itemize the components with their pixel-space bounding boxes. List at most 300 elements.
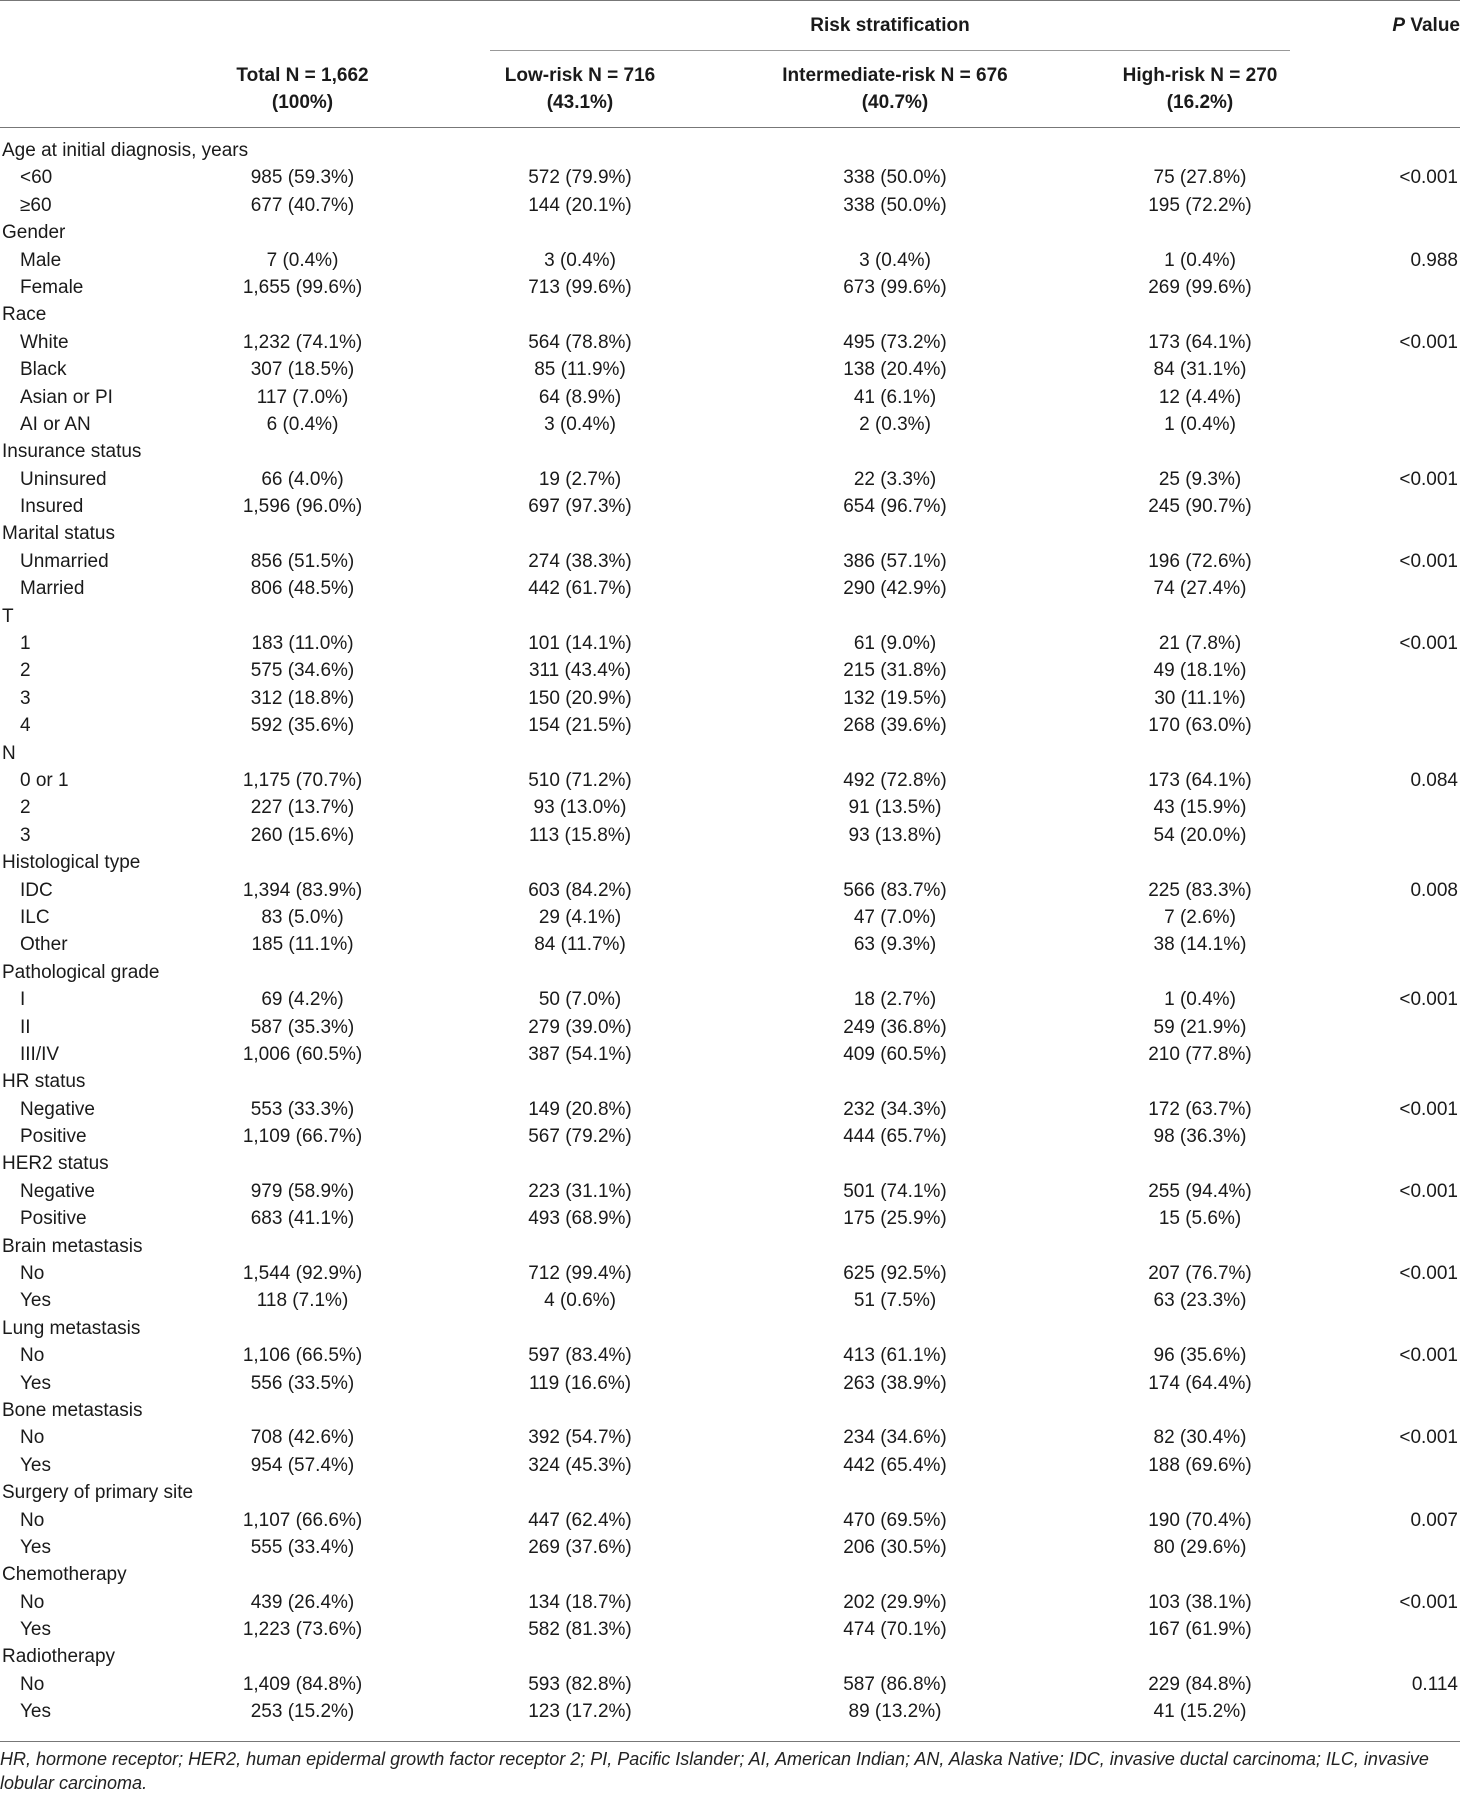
total-cell: 553 (33.3%)	[250, 1098, 355, 1120]
table-row	[0, 794, 1460, 821]
row-label: 2	[20, 797, 31, 819]
total-cell: 985 (59.3%)	[250, 167, 355, 189]
group-header-row	[0, 1561, 1460, 1588]
row-label: Histological type	[2, 852, 141, 874]
group-header-row	[0, 740, 1460, 767]
low-risk-cell: 3 (0.4%)	[544, 249, 616, 271]
low-risk-cell: 510 (71.2%)	[528, 769, 632, 791]
intermediate-risk-cell: 386 (57.1%)	[843, 550, 947, 572]
total-cell: 7 (0.4%)	[266, 249, 339, 271]
group-header-row	[0, 137, 1460, 164]
group-header-row	[0, 959, 1460, 986]
intermediate-risk-cell: 495 (73.2%)	[843, 331, 947, 353]
total-cell: 183 (11.0%)	[251, 633, 354, 655]
high-risk-cell: 15 (5.6%)	[1158, 1208, 1242, 1230]
row-label: ≥60	[20, 194, 52, 216]
row-label: Bone metastasis	[2, 1399, 143, 1421]
row-label: Negative	[20, 1098, 95, 1120]
high-risk-cell: 103 (38.1%)	[1148, 1591, 1252, 1613]
row-label: T	[2, 605, 14, 627]
high-risk-cell: 80 (29.6%)	[1153, 1536, 1247, 1558]
table-row	[0, 1589, 1460, 1616]
table-row	[0, 712, 1460, 739]
row-label: HR status	[2, 1071, 86, 1093]
row-label: Yes	[20, 1536, 51, 1558]
high-risk-cell: 30 (11.1%)	[1154, 687, 1246, 709]
group-header-row	[0, 219, 1460, 246]
row-label: Pathological grade	[2, 961, 160, 983]
row-label: Unmarried	[20, 550, 109, 572]
total-cell: 1,409 (84.8%)	[242, 1673, 363, 1695]
high-risk-cell: 1 (0.4%)	[1164, 413, 1236, 435]
intermediate-risk-cell: 22 (3.3%)	[853, 468, 937, 490]
table-row	[0, 329, 1460, 356]
row-label: No	[20, 1673, 45, 1695]
low-risk-cell: 387 (54.1%)	[528, 1043, 632, 1065]
group-header-row	[0, 1643, 1460, 1670]
intermediate-risk-cell: 444 (65.7%)	[843, 1126, 947, 1148]
row-label: No	[20, 1509, 45, 1531]
group-header-row	[0, 1315, 1460, 1342]
intermediate-risk-cell: 338 (50.0%)	[843, 194, 947, 216]
low-risk-cell: 582 (81.3%)	[528, 1619, 632, 1641]
low-risk-cell: 697 (97.3%)	[528, 496, 632, 518]
p-value-cell: <0.001	[1399, 1591, 1458, 1613]
intermediate-risk-cell: 501 (74.1%)	[843, 1180, 947, 1202]
low-risk-cell: 19 (2.7%)	[538, 468, 622, 490]
group-header-row	[0, 1479, 1460, 1506]
p-value-header	[1360, 12, 1460, 39]
p-italic: P	[1392, 15, 1406, 36]
total-cell: 856 (51.5%)	[250, 550, 355, 572]
table-row	[0, 1616, 1460, 1643]
total-cell: 708 (42.6%)	[250, 1427, 355, 1449]
low-risk-cell: 324 (45.3%)	[528, 1454, 632, 1476]
total-header-line1: Total N = 1,662	[236, 65, 369, 86]
high-risk-cell: 84 (31.1%)	[1153, 359, 1247, 381]
table-row	[0, 630, 1460, 657]
table-row	[0, 986, 1460, 1013]
high-header-line2: (16.2%)	[1166, 92, 1234, 113]
intermediate-risk-cell: 138 (20.4%)	[843, 359, 947, 381]
high-risk-cell: 59 (21.9%)	[1153, 1016, 1247, 1038]
table-row	[0, 411, 1460, 438]
p-value-cell: <0.001	[1399, 1427, 1458, 1449]
row-label: White	[20, 331, 69, 353]
intermediate-risk-cell: 290 (42.9%)	[843, 578, 947, 600]
intermediate-risk-cell: 413 (61.1%)	[843, 1345, 947, 1367]
row-label: 3	[20, 687, 31, 709]
intermediate-risk-cell: 492 (72.8%)	[843, 769, 947, 791]
row-label: Age at initial diagnosis, years	[2, 140, 249, 161]
row-label: Married	[20, 578, 85, 600]
p-value-cell: <0.001	[1399, 1345, 1458, 1367]
low-risk-cell: 150 (20.9%)	[528, 687, 632, 709]
p-value-cell: 0.007	[1410, 1509, 1458, 1531]
row-label: Yes	[20, 1372, 51, 1394]
table-row	[0, 466, 1460, 493]
row-label: Radiotherapy	[2, 1646, 116, 1668]
table-row	[0, 1041, 1460, 1068]
low-risk-cell: 311 (43.4%)	[528, 660, 632, 682]
total-cell: 575 (34.6%)	[250, 660, 355, 682]
total-cell: 954 (57.4%)	[250, 1454, 355, 1476]
table-top-rule	[0, 0, 1460, 1]
total-cell: 1,544 (92.9%)	[242, 1263, 363, 1285]
row-label: Negative	[20, 1180, 95, 1202]
total-cell: 592 (35.6%)	[250, 715, 355, 737]
low-risk-cell: 134 (18.7%)	[528, 1591, 632, 1613]
row-label: Positive	[20, 1126, 87, 1148]
high-risk-cell: 1 (0.4%)	[1164, 249, 1236, 271]
total-cell: 118 (7.1%)	[256, 1290, 349, 1312]
total-cell: 1,655 (99.6%)	[242, 276, 363, 298]
intermediate-risk-cell: 91 (13.5%)	[848, 797, 942, 819]
intermediate-risk-cell: 89 (13.2%)	[848, 1701, 942, 1723]
p-value-cell: <0.001	[1399, 989, 1458, 1011]
low-risk-cell: 4 (0.6%)	[544, 1290, 616, 1312]
table-row	[0, 164, 1460, 191]
low-risk-cell: 85 (11.9%)	[534, 359, 626, 381]
group-header-row	[0, 1150, 1460, 1177]
intermediate-risk-cell: 442 (65.4%)	[843, 1454, 947, 1476]
low-risk-cell: 567 (79.2%)	[528, 1126, 632, 1148]
total-cell: 227 (13.7%)	[250, 797, 355, 819]
low-risk-cell: 279 (39.0%)	[528, 1016, 632, 1038]
total-cell: 683 (41.1%)	[250, 1208, 355, 1230]
total-cell: 1,596 (96.0%)	[242, 496, 363, 518]
total-cell: 555 (33.4%)	[250, 1536, 355, 1558]
row-label: Other	[20, 934, 68, 956]
row-label: ILC	[20, 906, 50, 928]
total-cell: 1,109 (66.7%)	[242, 1126, 363, 1148]
table-row	[0, 1370, 1460, 1397]
row-label: Marital status	[2, 523, 115, 545]
intermediate-risk-cell: 2 (0.3%)	[859, 413, 931, 435]
table-row	[0, 1096, 1460, 1123]
group-header-row	[0, 849, 1460, 876]
table-row	[0, 657, 1460, 684]
high-risk-cell: 43 (15.9%)	[1153, 797, 1247, 819]
low-risk-cell: 223 (31.1%)	[528, 1180, 632, 1202]
high-risk-cell: 255 (94.4%)	[1148, 1180, 1252, 1202]
high-risk-cell: 245 (90.7%)	[1148, 496, 1252, 518]
high-risk-cell: 207 (76.7%)	[1148, 1263, 1252, 1285]
group-header-row	[0, 1068, 1460, 1095]
row-label: Insurance status	[2, 441, 142, 463]
total-cell: 185 (11.1%)	[251, 934, 354, 956]
group-header-row	[0, 1397, 1460, 1424]
total-cell: 1,106 (66.5%)	[242, 1345, 363, 1367]
high-risk-cell: 188 (69.6%)	[1148, 1454, 1252, 1476]
low-risk-cell: 274 (38.3%)	[528, 550, 632, 572]
low-risk-cell: 712 (99.4%)	[528, 1263, 632, 1285]
intermediate-risk-cell: 654 (96.7%)	[843, 496, 947, 518]
row-label: Positive	[20, 1208, 87, 1230]
row-label: III/IV	[20, 1043, 60, 1065]
row-label: I	[20, 989, 26, 1011]
total-cell: 307 (18.5%)	[250, 359, 355, 381]
row-label: HER2 status	[2, 1153, 109, 1175]
row-label: 4	[20, 715, 31, 737]
table-row	[0, 1123, 1460, 1150]
high-risk-cell: 7 (2.6%)	[1164, 906, 1236, 928]
table-row	[0, 1205, 1460, 1232]
high-risk-cell: 167 (61.9%)	[1148, 1619, 1252, 1641]
table-row	[0, 1342, 1460, 1369]
intermediate-risk-cell: 232 (34.3%)	[843, 1098, 947, 1120]
low-risk-column-header	[470, 62, 690, 116]
table-row	[0, 822, 1460, 849]
table-body	[0, 137, 1460, 1726]
high-risk-cell: 210 (77.8%)	[1148, 1043, 1252, 1065]
intermediate-risk-cell: 587 (86.8%)	[843, 1673, 947, 1695]
table-row	[0, 877, 1460, 904]
table-row	[0, 1452, 1460, 1479]
table-row	[0, 575, 1460, 602]
high-risk-cell: 38 (14.1%)	[1153, 934, 1247, 956]
row-label: No	[20, 1427, 45, 1449]
low-risk-cell: 29 (4.1%)	[538, 906, 622, 928]
row-label: No	[20, 1345, 45, 1367]
p-value-suffix: Value	[1405, 15, 1460, 36]
low-risk-cell: 442 (61.7%)	[528, 578, 632, 600]
total-cell: 312 (18.8%)	[250, 687, 355, 709]
intermediate-risk-cell: 93 (13.8%)	[848, 824, 942, 846]
p-value-cell: 0.084	[1410, 769, 1458, 791]
low-risk-cell: 113 (15.8%)	[528, 824, 632, 846]
intermediate-risk-cell: 132 (19.5%)	[843, 687, 947, 709]
row-label: Surgery of primary site	[2, 1482, 194, 1504]
high-risk-cell: 74 (27.4%)	[1153, 578, 1247, 600]
low-risk-cell: 493 (68.9%)	[528, 1208, 632, 1230]
table-row	[0, 767, 1460, 794]
intermediate-risk-cell: 249 (36.8%)	[843, 1016, 947, 1038]
risk-header-underline	[490, 50, 1290, 51]
low-risk-cell: 269 (37.6%)	[528, 1536, 632, 1558]
high-risk-cell: 82 (30.4%)	[1153, 1427, 1247, 1449]
row-label: 1	[20, 633, 31, 655]
group-header-row	[0, 301, 1460, 328]
row-label: Yes	[20, 1290, 51, 1312]
p-value-cell: <0.001	[1399, 167, 1458, 189]
intermediate-risk-cell: 215 (31.8%)	[843, 660, 947, 682]
high-risk-cell: 98 (36.3%)	[1153, 1126, 1247, 1148]
low-risk-cell: 119 (16.6%)	[528, 1372, 632, 1394]
group-header-row	[0, 438, 1460, 465]
high-risk-cell: 63 (23.3%)	[1153, 1290, 1247, 1312]
high-risk-cell: 196 (72.6%)	[1148, 550, 1252, 572]
row-label: 0 or 1	[20, 769, 69, 791]
total-cell: 1,006 (60.5%)	[242, 1043, 363, 1065]
table-row	[0, 1287, 1460, 1314]
row-label: Race	[2, 304, 47, 326]
table-row	[0, 1698, 1460, 1725]
total-cell: 806 (48.5%)	[250, 578, 355, 600]
intermediate-risk-cell: 474 (70.1%)	[843, 1619, 947, 1641]
table-bottom-rule	[0, 1741, 1460, 1742]
high-risk-cell: 54 (20.0%)	[1153, 824, 1247, 846]
group-header-row	[0, 603, 1460, 630]
low-risk-cell: 123 (17.2%)	[528, 1701, 632, 1723]
low-risk-cell: 713 (99.6%)	[528, 276, 632, 298]
row-label: Insured	[20, 496, 84, 518]
table-row	[0, 493, 1460, 520]
high-risk-cell: 229 (84.8%)	[1148, 1673, 1252, 1695]
table-row	[0, 931, 1460, 958]
low-risk-cell: 392 (54.7%)	[528, 1427, 632, 1449]
int-header-line1: Intermediate-risk N = 676	[782, 65, 1008, 86]
row-label: Lung metastasis	[2, 1317, 141, 1339]
intermediate-risk-cell: 566 (83.7%)	[843, 879, 947, 901]
table-row	[0, 1534, 1460, 1561]
intermediate-risk-cell: 175 (25.9%)	[843, 1208, 947, 1230]
intermediate-risk-cell: 268 (39.6%)	[843, 715, 947, 737]
low-header-line2: (43.1%)	[546, 92, 614, 113]
intermediate-risk-cell: 234 (34.6%)	[843, 1427, 947, 1449]
low-header-line1: Low-risk N = 716	[504, 65, 656, 86]
row-label: No	[20, 1591, 45, 1613]
row-label: Chemotherapy	[2, 1564, 127, 1586]
intermediate-risk-cell: 41 (6.1%)	[853, 386, 937, 408]
intermediate-risk-cell: 3 (0.4%)	[859, 249, 931, 271]
table-row	[0, 1178, 1460, 1205]
intermediate-risk-cell: 409 (60.5%)	[843, 1043, 947, 1065]
table-row	[0, 1260, 1460, 1287]
intermediate-risk-cell: 263 (38.9%)	[843, 1372, 947, 1394]
high-risk-cell: 75 (27.8%)	[1153, 167, 1247, 189]
intermediate-risk-cell: 63 (9.3%)	[853, 934, 937, 956]
intermediate-risk-column-header	[745, 62, 1045, 116]
row-label: Yes	[20, 1454, 51, 1476]
group-header-row	[0, 1233, 1460, 1260]
table-row	[0, 904, 1460, 931]
total-cell: 253 (15.2%)	[250, 1701, 355, 1723]
total-cell: 439 (26.4%)	[250, 1591, 355, 1613]
row-label: II	[20, 1016, 31, 1038]
row-label: IDC	[20, 879, 53, 901]
total-cell: 1,232 (74.1%)	[242, 331, 363, 353]
table-row	[0, 548, 1460, 575]
high-risk-column-header	[1090, 62, 1310, 116]
high-header-line1: High-risk N = 270	[1122, 65, 1278, 86]
intermediate-risk-cell: 61 (9.0%)	[853, 633, 937, 655]
row-label: Female	[20, 276, 84, 298]
low-risk-cell: 447 (62.4%)	[528, 1509, 632, 1531]
total-header-line2: (100%)	[271, 92, 334, 113]
table-row	[0, 192, 1460, 219]
intermediate-risk-cell: 470 (69.5%)	[843, 1509, 947, 1531]
low-risk-cell: 564 (78.8%)	[528, 331, 632, 353]
high-risk-cell: 96 (35.6%)	[1153, 1345, 1247, 1367]
row-label: Asian or PI	[20, 386, 113, 408]
total-cell: 83 (5.0%)	[261, 906, 344, 928]
p-value-cell: 0.114	[1411, 1673, 1458, 1695]
high-risk-cell: 25 (9.3%)	[1158, 468, 1242, 490]
header-bottom-rule	[0, 127, 1460, 128]
total-cell: 979 (58.9%)	[250, 1180, 355, 1202]
total-cell: 587 (35.3%)	[250, 1016, 355, 1038]
total-cell: 677 (40.7%)	[250, 194, 355, 216]
table-row	[0, 685, 1460, 712]
row-label: No	[20, 1263, 45, 1285]
intermediate-risk-cell: 625 (92.5%)	[843, 1263, 947, 1285]
low-risk-cell: 603 (84.2%)	[528, 879, 632, 901]
low-risk-cell: 593 (82.8%)	[528, 1673, 632, 1695]
intermediate-risk-cell: 51 (7.5%)	[853, 1290, 937, 1312]
row-label: Brain metastasis	[2, 1235, 143, 1257]
high-risk-cell: 173 (64.1%)	[1148, 331, 1252, 353]
intermediate-risk-cell: 47 (7.0%)	[853, 906, 937, 928]
high-risk-cell: 172 (63.7%)	[1148, 1098, 1252, 1120]
total-cell: 117 (7.0%)	[256, 386, 349, 408]
total-cell: 260 (15.6%)	[250, 824, 355, 846]
high-risk-cell: 225 (83.3%)	[1148, 879, 1252, 901]
low-risk-cell: 84 (11.7%)	[534, 934, 626, 956]
p-value-cell: 0.988	[1410, 249, 1458, 271]
p-value-cell: <0.001	[1399, 633, 1458, 655]
p-value-cell: <0.001	[1399, 1098, 1458, 1120]
low-risk-cell: 93 (13.0%)	[533, 797, 627, 819]
table-row	[0, 1014, 1460, 1041]
high-risk-cell: 269 (99.6%)	[1148, 276, 1252, 298]
total-cell: 1,394 (83.9%)	[242, 879, 363, 901]
p-value-cell: <0.001	[1399, 1263, 1458, 1285]
table-row	[0, 1424, 1460, 1451]
intermediate-risk-cell: 202 (29.9%)	[843, 1591, 947, 1613]
table-row	[0, 356, 1460, 383]
low-risk-cell: 154 (21.5%)	[528, 715, 632, 737]
row-label: 2	[20, 660, 31, 682]
total-cell: 1,107 (66.6%)	[242, 1509, 363, 1531]
row-label: N	[2, 742, 16, 764]
intermediate-risk-cell: 206 (30.5%)	[843, 1536, 947, 1558]
total-cell: 1,223 (73.6%)	[242, 1619, 363, 1641]
intermediate-risk-cell: 338 (50.0%)	[843, 167, 947, 189]
low-risk-cell: 149 (20.8%)	[528, 1098, 632, 1120]
table-row	[0, 1507, 1460, 1534]
row-label: <60	[20, 167, 53, 189]
p-value-cell: <0.001	[1399, 468, 1458, 490]
high-risk-cell: 195 (72.2%)	[1148, 194, 1252, 216]
group-header-row	[0, 520, 1460, 547]
low-risk-cell: 144 (20.1%)	[528, 194, 632, 216]
risk-stratification-header: Risk stratification	[810, 15, 970, 36]
row-label: Male	[20, 249, 62, 271]
row-label: 3	[20, 824, 31, 846]
row-label: Yes	[20, 1701, 51, 1723]
total-column-header	[200, 62, 405, 116]
p-value-cell: <0.001	[1399, 331, 1458, 353]
table-row	[0, 247, 1460, 274]
low-risk-cell: 101 (14.1%)	[528, 633, 632, 655]
row-label: Yes	[20, 1619, 51, 1641]
total-cell: 1,175 (70.7%)	[242, 769, 363, 791]
low-risk-cell: 597 (83.4%)	[528, 1345, 632, 1367]
high-risk-cell: 12 (4.4%)	[1158, 386, 1242, 408]
table-row	[0, 274, 1460, 301]
low-risk-cell: 50 (7.0%)	[538, 989, 622, 1011]
high-risk-cell: 21 (7.8%)	[1158, 633, 1242, 655]
low-risk-cell: 572 (79.9%)	[528, 167, 632, 189]
high-risk-cell: 174 (64.4%)	[1148, 1372, 1252, 1394]
total-cell: 69 (4.2%)	[261, 989, 344, 1011]
high-risk-cell: 1 (0.4%)	[1164, 989, 1236, 1011]
total-cell: 6 (0.4%)	[266, 413, 339, 435]
high-risk-cell: 41 (15.2%)	[1153, 1701, 1247, 1723]
high-risk-cell: 173 (64.1%)	[1148, 769, 1252, 791]
p-value-cell: <0.001	[1399, 550, 1458, 572]
